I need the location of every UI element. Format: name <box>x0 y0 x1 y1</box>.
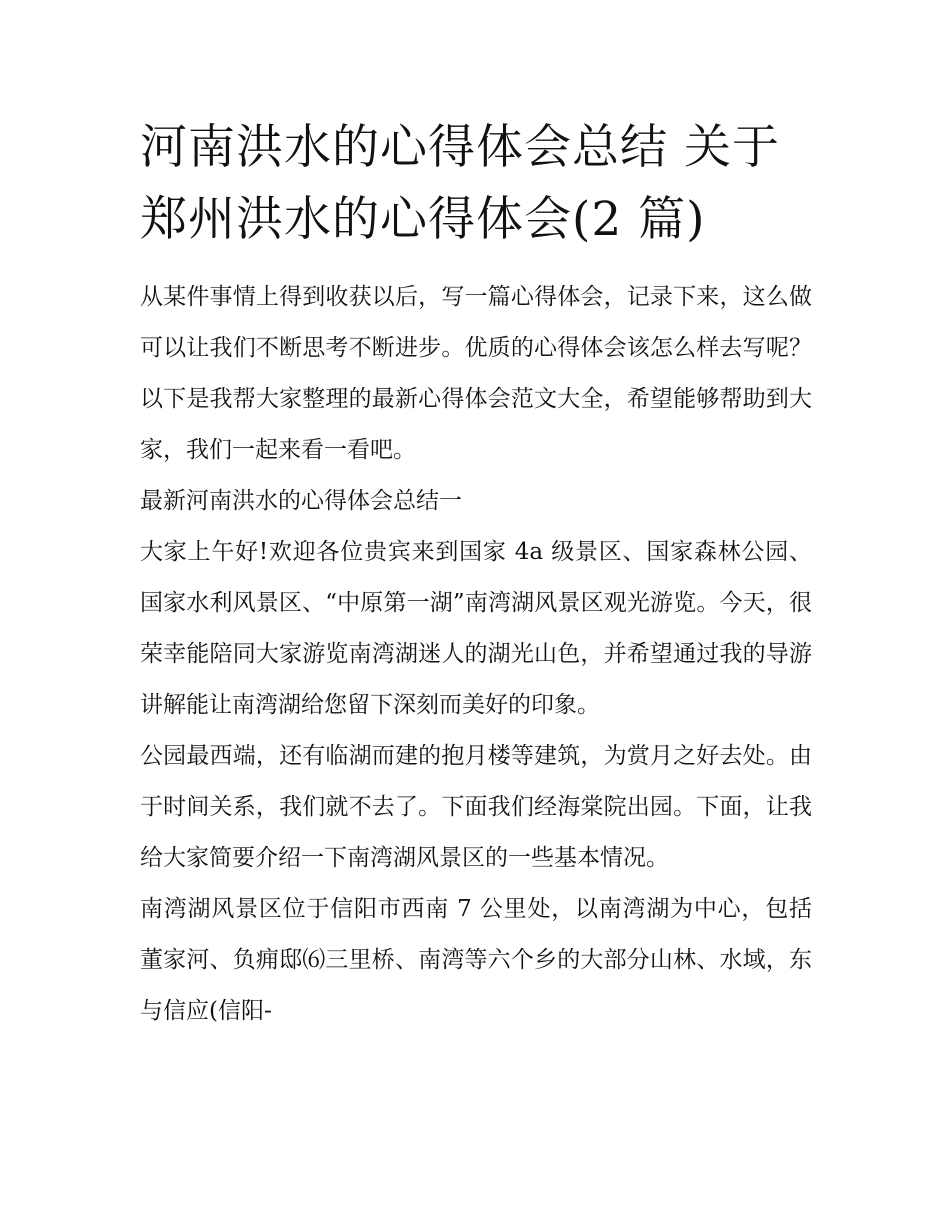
body-paragraph: 大家上午好!欢迎各位贵宾来到国家 4a 级景区、国家森林公园、国家水利风景区、“中原第一湖”南湾湖风景区观光游览。今天，很荣幸能陪同大家游览南湾湖迷人的湖光山色，并希望通过我的导游讲解能让南湾湖给您留下深刻而美好的印象。 <box>140 539 812 718</box>
document-title: 河南洪水的心得体会总结 关于郑州洪水的心得体会(2 篇) <box>140 120 780 247</box>
document-page <box>140 112 812 1037</box>
body-paragraph: 公园最西端，还有临湖而建的抱月楼等建筑，为赏月之好去处。由于时间关系，我们就不去了。下面我们经海棠院出园。下面，让我给大家简要介绍一下南湾湖风景区的一些基本情况。 <box>140 743 812 871</box>
document-body <box>140 272 812 1037</box>
body-paragraph: 南湾湖风景区位于信阳市西南 7 公里处，以南湾湖为中心，包括董家河、负痈邸⑹三里桥、南湾等六个乡的大部分山林、水域，东与信应(信阳- <box>140 896 812 1024</box>
intro-paragraph: 从某件事情上得到收获以后，写一篇心得体会，记录下来，这么做可以让我们不断思考不断进步。优质的心得体会该怎么样去写呢？以下是我帮大家整理的最新心得体会范文大全，希望能够帮助到大家，我们一起来看一看吧。 <box>140 284 812 463</box>
section-heading: 最新河南洪水的心得体会总结一 <box>140 488 462 514</box>
